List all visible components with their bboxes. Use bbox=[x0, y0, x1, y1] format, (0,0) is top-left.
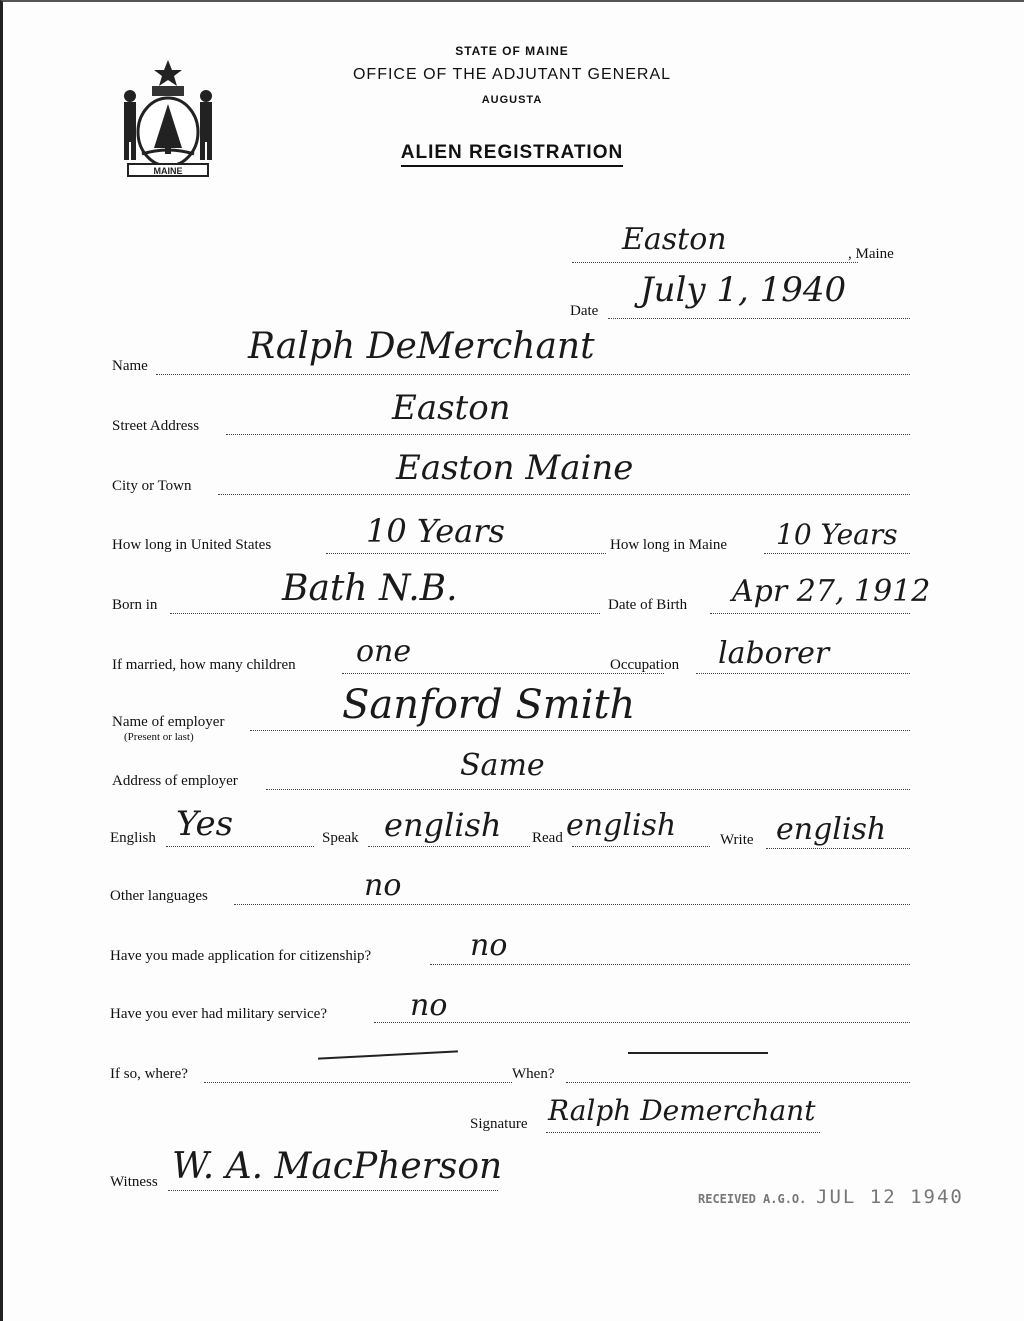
received-stamp bbox=[698, 1186, 964, 1208]
employer-address-label: Address of employer bbox=[112, 773, 238, 789]
english-label: English bbox=[110, 830, 156, 846]
employer-sublabel: (Present or last) bbox=[124, 731, 194, 743]
born-in-line bbox=[170, 613, 600, 614]
write-label: Write bbox=[720, 832, 754, 848]
read-line bbox=[572, 846, 710, 847]
years-us-label: How long in United States bbox=[112, 537, 272, 553]
street-address-label: Street Address bbox=[112, 418, 200, 434]
witness-value[interactable]: W. A. MacPherson bbox=[172, 1146, 503, 1187]
employer-address-value[interactable]: Same bbox=[460, 748, 545, 783]
military-line bbox=[374, 1022, 910, 1023]
where-label: If so, where? bbox=[110, 1066, 188, 1082]
city-heading: AUGUSTA bbox=[481, 94, 543, 106]
speak-label: Speak bbox=[322, 830, 359, 846]
maine-label: , Maine bbox=[848, 246, 894, 262]
town-line bbox=[572, 262, 858, 263]
dob-label: Date of Birth bbox=[608, 597, 688, 613]
occupation-value[interactable]: laborer bbox=[718, 636, 830, 671]
speak-line bbox=[368, 846, 530, 847]
signature-line bbox=[546, 1132, 820, 1133]
citizenship-value[interactable]: no bbox=[470, 928, 508, 963]
employer-line bbox=[250, 730, 910, 731]
years-maine-label: How long in Maine bbox=[610, 537, 728, 553]
street-address-line bbox=[226, 434, 910, 435]
read-value[interactable]: english bbox=[566, 808, 677, 843]
name-label: Name bbox=[112, 358, 148, 374]
born-in-label: Born in bbox=[112, 597, 158, 613]
when-line bbox=[566, 1082, 910, 1083]
signature-label: Signature bbox=[470, 1116, 528, 1132]
dob-line bbox=[710, 613, 910, 614]
other-languages-line bbox=[234, 904, 910, 905]
citizenship-line bbox=[430, 964, 910, 965]
speak-value[interactable]: english bbox=[384, 806, 502, 844]
years-maine-value[interactable]: 10 Years bbox=[776, 518, 898, 551]
other-languages-value[interactable]: no bbox=[364, 868, 402, 903]
city-label: City or Town bbox=[112, 478, 192, 494]
children-value[interactable]: one bbox=[356, 634, 412, 669]
military-value[interactable]: no bbox=[410, 988, 448, 1023]
employer-label: Name of employer bbox=[112, 714, 225, 730]
employer-address-line bbox=[266, 789, 910, 790]
write-value[interactable]: english bbox=[776, 812, 887, 847]
office-heading: OFFICE OF THE ADJUTANT GENERAL bbox=[352, 66, 672, 83]
years-us-line bbox=[326, 553, 606, 554]
occupation-label: Occupation bbox=[610, 657, 680, 673]
occupation-line bbox=[696, 673, 910, 674]
years-us-value[interactable]: 10 Years bbox=[366, 512, 505, 550]
signature-value[interactable]: Ralph Demerchant bbox=[548, 1094, 816, 1127]
date-value[interactable]: July 1, 1940 bbox=[640, 270, 847, 310]
write-line bbox=[766, 848, 910, 849]
city-value[interactable]: Easton Maine bbox=[396, 448, 634, 488]
citizenship-label: Have you made application for citizenship? bbox=[110, 948, 372, 964]
svg-text:MAINE: MAINE bbox=[153, 166, 183, 176]
street-address-value[interactable]: Easton bbox=[392, 388, 511, 428]
town-value[interactable]: Easton bbox=[622, 222, 727, 257]
form-title-text: ALIEN REGISTRATION bbox=[401, 142, 623, 167]
state-heading: STATE OF MAINE bbox=[455, 44, 569, 58]
english-value[interactable]: Yes bbox=[176, 804, 234, 844]
when-label: When? bbox=[512, 1066, 555, 1082]
years-maine-line bbox=[764, 553, 910, 554]
form-title bbox=[0, 142, 1024, 164]
name-line bbox=[156, 374, 910, 375]
read-label: Read bbox=[532, 830, 563, 846]
received-stamp-date: JUL 12 1940 bbox=[816, 1186, 964, 1208]
date-line bbox=[608, 318, 910, 319]
name-value[interactable]: Ralph DeMerchant bbox=[248, 326, 595, 367]
where-line bbox=[204, 1082, 512, 1083]
when-dash-mark bbox=[628, 1052, 768, 1054]
witness-line bbox=[168, 1190, 498, 1191]
other-languages-label: Other languages bbox=[110, 888, 208, 904]
born-in-value[interactable]: Bath N.B. bbox=[282, 568, 458, 609]
english-line bbox=[166, 846, 314, 847]
children-label: If married, how many children bbox=[112, 657, 296, 673]
witness-label: Witness bbox=[110, 1174, 158, 1190]
military-label: Have you ever had military service? bbox=[110, 1006, 327, 1022]
date-label: Date bbox=[570, 303, 599, 319]
employer-value[interactable]: Sanford Smith bbox=[342, 682, 636, 728]
dob-value[interactable]: Apr 27, 1912 bbox=[732, 574, 931, 609]
received-stamp-label: RECEIVED A.G.O. bbox=[698, 1192, 807, 1206]
city-line bbox=[218, 494, 910, 495]
